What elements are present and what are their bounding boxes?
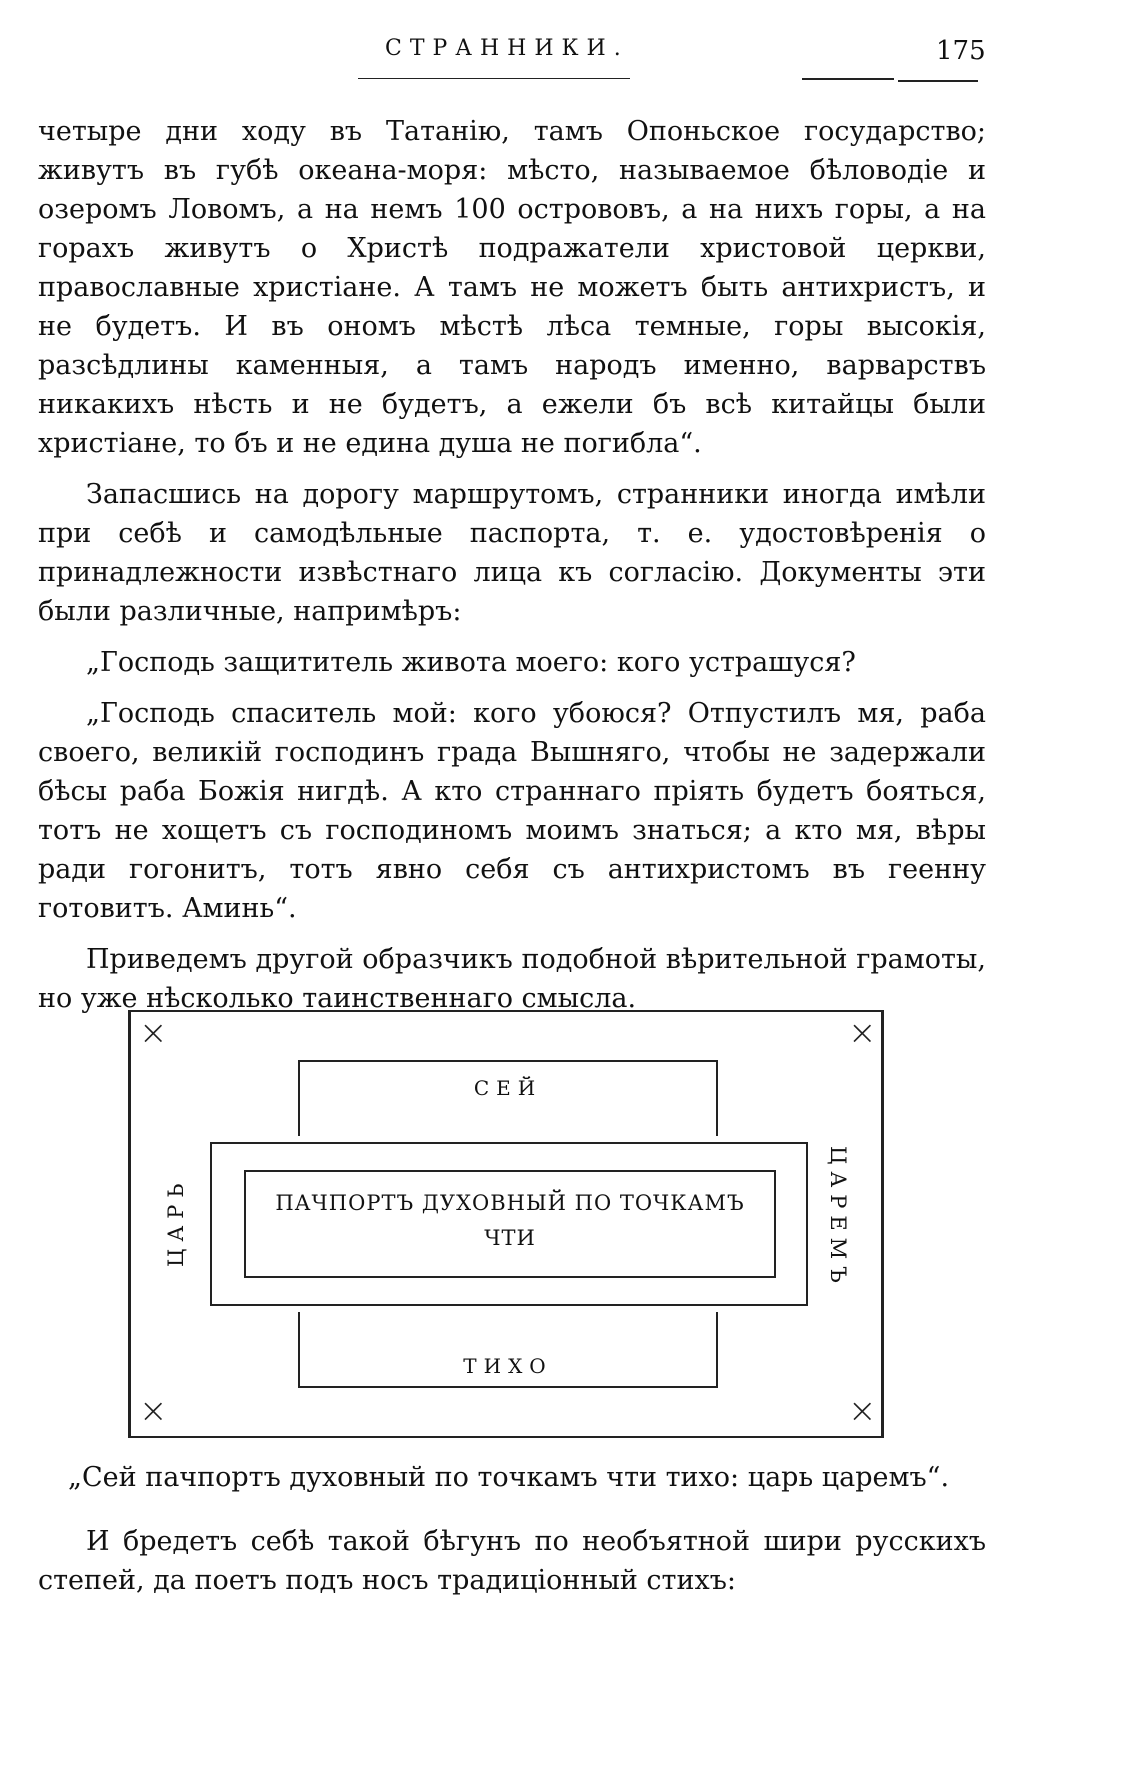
bottom-label: ТИХО [463,1354,553,1378]
page-number: 175 [936,36,986,66]
top-panel [298,1060,718,1136]
corner-cross-top-left: × [139,1013,168,1053]
paragraph-4: „Господь спаситель мой: кого убоюся? Отпустилъ мя, раба своего, великій господинъ града Вышняго, чтобы не задержали бѣсы раба Божія нигдѣ. А кто страннаго пріять будетъ бояться, тотъ не хощетъ съ господиномъ моимъ знаться; а кто мя, вѣры ради гогонитъ, тотъ явно себя съ антихристомъ въ геенну готовитъ. Аминь“. [38,698,986,924]
top-label: СЕЙ [473,1076,543,1100]
paragraph-5: Приведемъ другой образчикъ подобной вѣрительной грамоты, но уже нѣсколько таинственнаго смысла. [38,944,986,1014]
corner-cross-top-right: × [848,1013,877,1053]
corner-cross-bottom-left: × [139,1391,168,1431]
paragraph-1: четыре дни ходу въ Татанію, тамъ Опоньское государство; живутъ въ губѣ океана-моря: мѣсто, называемое бѣловодіе и озеромъ Ловомъ, а на немъ 100 острововъ, а на нихъ горы, а на горахъ живутъ о Христѣ подражатели христовой церкви, православные христіане. А тамъ не можетъ быть антихристъ, и не будетъ. И въ ономъ мѣстѣ лѣса темные, горы высокія, разсѣдлины каменныя, а тамъ народъ именно, варварствъ никакихъ нѣсть и не будетъ, а ежели бъ всѣ китайцы были христіане, то бъ и не едина душа не погибла“. [38,116,986,459]
center-line-2: ЧТИ [484,1226,536,1250]
bottom-panel [298,1312,718,1388]
header-rule-right-2 [898,80,978,82]
middle-inner-box [244,1170,776,1278]
header-rule-left [358,78,630,79]
header-rule-right [802,78,894,80]
corner-cross-bottom-right: × [848,1391,877,1431]
left-side-label: ЦАРЬ [164,1176,188,1268]
running-title: СТРАННИКИ. [385,36,629,61]
center-line-1: ПАЧПОРТЪ ДУХОВНЫЙ ПО ТОЧКАМЪ [275,1191,745,1215]
body-text [38,112,986,1030]
paragraph-3: „Господь защититель живота моего: кого устрашуся? [86,647,856,678]
right-side-label: ЦАРЕМЪ [826,1146,850,1290]
middle-outer-box [210,1142,808,1306]
figure-caption: „Сей пачпортъ духовный по точкамъ чти тихо: царь царемъ“. [68,1462,950,1493]
closing-paragraph: И бредетъ себѣ такой бѣгунъ по необъятной шири русскихъ степей, да поетъ подъ носъ традиціонный стихъ: [38,1526,986,1596]
passport-figure [128,1010,884,1438]
paragraph-2: Запасшись на дорогу маршрутомъ, странники иногда имѣли при себѣ и самодѣльные паспорта, т. е. удостовѣренія о принадлежности извѣстнаго лица къ согласію. Документы эти были различные, напримѣръ: [38,479,986,627]
running-head [0,36,1140,86]
